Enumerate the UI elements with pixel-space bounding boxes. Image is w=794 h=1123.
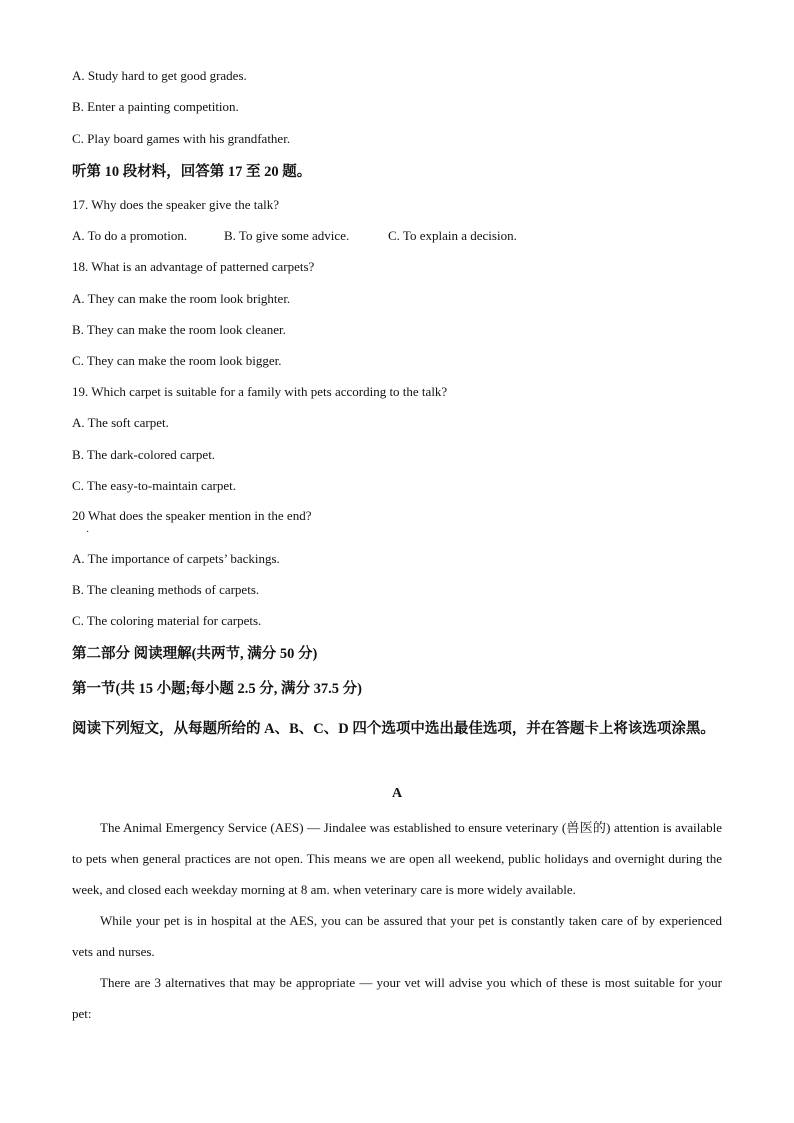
reading-instruction: 阅读下列短文，从每题所给的 A、B、C、D 四个选项中选出最佳选项，并在答题卡上将该选项涂黑。: [72, 721, 715, 737]
q19-question: 19. Which carpet is suitable for a family with pets according to the talk?: [72, 384, 448, 399]
stray-dot: ·: [86, 527, 90, 538]
q20-question: 20 What does the speaker mention in the end?: [72, 508, 312, 523]
q17-option-b: B. To give some advice.: [224, 228, 350, 243]
q18-option-c: C. They can make the room look bigger.: [72, 353, 282, 368]
passage-paragraph-1: The Animal Emergency Service (AES) — Jindalee was established to ensure veterinary (兽医的) attention is available to pets when general practices are not open. This means we are open all weekend, public holidays and overnight during the week, and closed each weekday morning at 8 am. when veterinary care is more widely available.: [72, 820, 722, 897]
q19-option-a: A. The soft carpet.: [72, 415, 169, 430]
q16-option-c: C. Play board games with his grandfather.: [72, 131, 291, 146]
q18-option-b: B. They can make the room look cleaner.: [72, 322, 286, 337]
passage-paragraph-2: While your pet is in hospital at the AES, you can be assured that your pet is constantly taken care of by experienced vets and nurses.: [72, 913, 722, 959]
q19-option-b: B. The dark-colored carpet.: [72, 447, 216, 462]
q18-question: 18. What is an advantage of patterned carpets?: [72, 259, 315, 274]
q19-option-c: C. The easy-to-maintain carpet.: [72, 478, 237, 493]
q17-option-a: A. To do a promotion.: [72, 228, 188, 243]
q17-question: 17. Why does the speaker give the talk?: [72, 197, 279, 212]
q18-option-a: A. They can make the room look brighter.: [72, 291, 291, 306]
q20-option-b: B. The cleaning methods of carpets.: [72, 582, 260, 597]
q17-option-c: C. To explain a decision.: [388, 228, 517, 243]
passage-label: A: [391, 786, 403, 801]
q16-option-b: B. Enter a painting competition.: [72, 99, 239, 114]
q16-option-a: A. Study hard to get good grades.: [72, 68, 247, 83]
q20-option-c: C. The coloring material for carpets.: [72, 613, 262, 628]
section10-heading: 听第 10 段材料，回答第 17 至 20 题。: [72, 164, 312, 180]
q20-option-a: A. The importance of carpets’ backings.: [72, 551, 280, 566]
section1-heading: 第一节(共 15 小题;每小题 2.5 分, 满分 37.5 分): [72, 681, 362, 697]
passage-paragraph-3: There are 3 alternatives that may be appropriate — your vet will advise you which of these is most suitable for your pet:: [72, 975, 722, 1021]
part2-heading: 第二部分 阅读理解(共两节, 满分 50 分): [72, 646, 318, 662]
